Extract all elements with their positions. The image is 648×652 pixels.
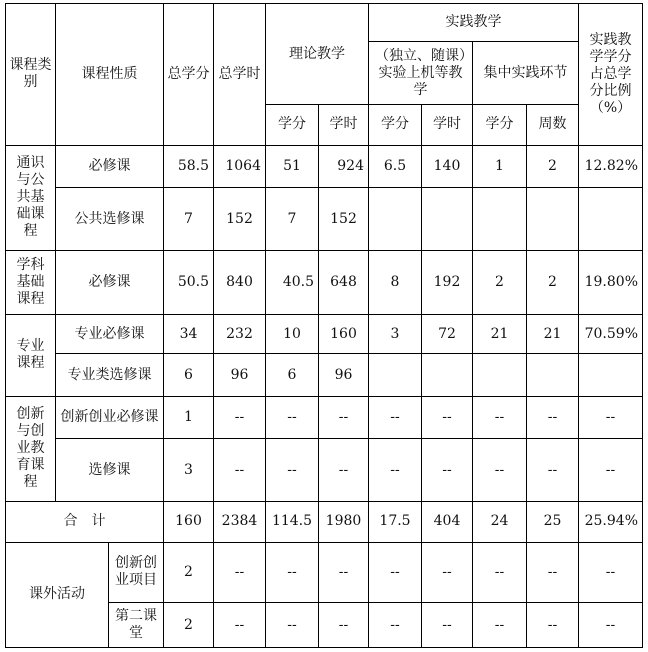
- header-theory-credit: 学分: [266, 105, 319, 146]
- table-row: 课外活动 创新创业项目 2 -- -- -- -- -- -- -- --: [6, 542, 643, 603]
- header-nature: 课程性质: [56, 4, 164, 146]
- total-label: 合 计: [6, 502, 164, 543]
- header-lab-credit: 学分: [369, 105, 422, 146]
- header-lab: （独立、随课）实验上机等教学: [369, 42, 473, 105]
- header-concentrated-weeks: 周数: [527, 105, 579, 146]
- header-category: 课程类别: [6, 4, 56, 146]
- header-theory: 理论教学: [266, 4, 369, 105]
- category-extracurricular: 课外活动: [6, 542, 109, 647]
- table-row: 第二课堂 2 -- -- -- -- -- -- -- --: [6, 603, 643, 648]
- header-total-hours: 总学时: [214, 4, 266, 146]
- header-lab-hours: 学时: [422, 105, 473, 146]
- category-innovation: 创新与创业教育课程: [6, 396, 56, 501]
- table-row: 专业类选修课 6 96 6 96: [6, 354, 643, 397]
- table-row: 选修课 3 -- -- -- -- -- -- -- --: [6, 439, 643, 502]
- table-row: 学科基础课程 必修课 50.5 840 40.5 648 8 192 2 2 19.80%: [6, 251, 643, 315]
- category-major: 专业课程: [6, 314, 56, 396]
- table-row: 创新与创业教育课程 创新创业必修课 1 -- -- -- -- -- -- -- --: [6, 396, 643, 439]
- header-practice-ratio: 实践教学学分占总学分比例（%）: [579, 4, 643, 146]
- total-row: 合 计 160 2384 114.5 1980 17.5 404 24 25 25.94%: [6, 502, 643, 543]
- header-practice: 实践教学: [369, 4, 579, 42]
- category-discipline: 学科基础课程: [6, 251, 56, 315]
- header-total-credits: 总学分: [164, 4, 214, 146]
- table-row: 公共选修课 7 152 7 152: [6, 188, 643, 251]
- table-row: 专业课程 专业必修课 34 232 10 160 3 72 21 21 70.59%: [6, 314, 643, 353]
- curriculum-credit-table: [5, 3, 643, 648]
- category-general: 通识与公共基础课程: [6, 145, 56, 250]
- header-concentrated-credit: 学分: [473, 105, 527, 146]
- header-concentrated: 集中实践环节: [473, 42, 579, 105]
- header-theory-hours: 学时: [319, 105, 369, 146]
- table-row: 通识与公共基础课程 必修课 58.5 1064 51 924 6.5 140 1 2 12.82%: [6, 145, 643, 188]
